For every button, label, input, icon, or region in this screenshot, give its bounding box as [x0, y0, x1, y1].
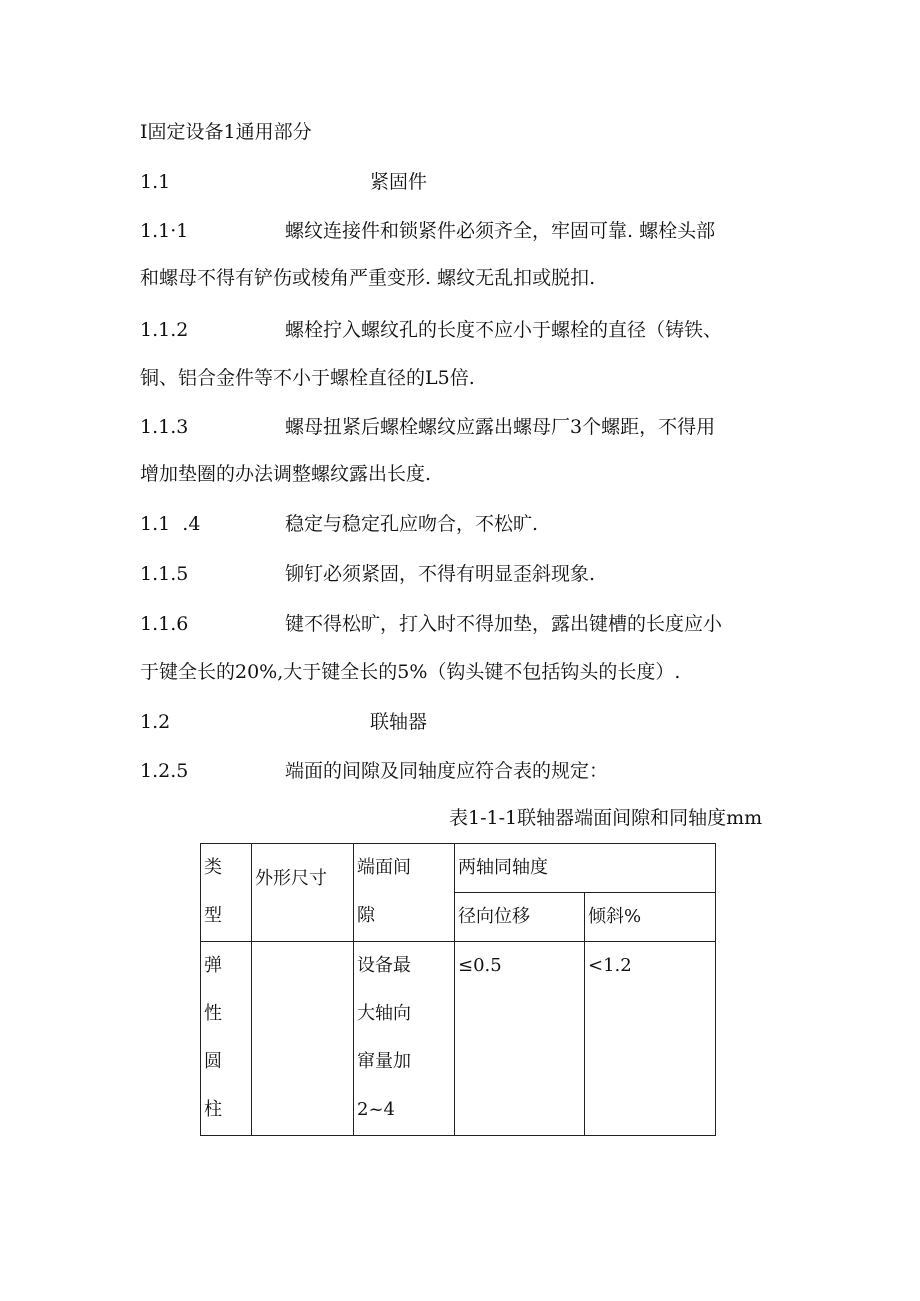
header-type-char: 类	[204, 857, 222, 878]
header-type-char: 型	[204, 905, 222, 926]
clause-text: 键不得松旷，打入时不得加垫，露出键槽的长度应小	[285, 613, 723, 635]
row-size	[252, 942, 354, 1136]
header-coaxial: 两轴同轴度	[455, 844, 716, 893]
header-radial: 径向位移	[455, 893, 585, 942]
row-gap-line: 大轴向	[357, 1003, 411, 1024]
document-heading: I固定设备1通用部分	[140, 121, 312, 143]
clause-text: 铆钉必须紧固，不得有明显歪斜现象.	[285, 563, 596, 585]
section-title: 联轴器	[370, 711, 428, 733]
row-tilt: <1.2	[585, 942, 716, 1136]
table-caption: 表1-1-1联轴器端面间隙和同轴度mm	[449, 807, 763, 829]
section-title: 紧固件	[370, 171, 428, 193]
clause-1-1-1-continued: 和螺母不得有铲伤或棱角严重变形. 螺纹无乱扣或脱扣.	[140, 267, 596, 289]
clause-text: 螺纹连接件和锁紧件必须齐全，牢固可靠. 螺栓头部	[285, 220, 716, 242]
header-gap-line: 端面间	[357, 857, 411, 878]
clause-number: 1.1.3	[140, 416, 189, 438]
header-gap	[354, 844, 455, 942]
header-tilt: 倾斜%	[585, 893, 716, 942]
clause-text: 稳定与稳定孔应吻合，不松旷.	[285, 513, 539, 535]
clause-number: 1.1 .4	[140, 513, 201, 535]
clause-1-1-6-continued: 于键全长的20%,大于键全长的5%（钩头键不包括钩头的长度）.	[140, 661, 681, 683]
section-number: 1.1	[140, 171, 171, 193]
row-type	[201, 942, 252, 1136]
clause-text: 螺母扭紧后螺栓螺纹应露出螺母厂3个螺距，不得用	[285, 416, 716, 438]
header-size: 外形尺寸	[252, 844, 354, 942]
row-radial: ≤0.5	[455, 942, 585, 1136]
clause-text: 端面的间隙及同轴度应符合表的规定：	[285, 760, 609, 782]
row-type-char: 圆	[204, 1051, 222, 1072]
clause-1-1-2-continued: 铜、铝合金件等不小于螺栓直径的L5倍.	[140, 367, 475, 389]
clause-number: 1.2.5	[140, 760, 189, 782]
clause-number: 1.1.6	[140, 613, 189, 635]
row-gap-line: 窜量加	[357, 1051, 411, 1072]
section-number: 1.2	[140, 711, 171, 733]
table-row	[201, 942, 716, 1136]
coupling-spec-table	[200, 843, 716, 1136]
row-type-char: 性	[204, 1003, 222, 1024]
clause-number: 1.1·1	[140, 220, 189, 242]
header-gap-line: 隙	[357, 905, 375, 926]
clause-number: 1.1.2	[140, 319, 189, 341]
clause-number: 1.1.5	[140, 563, 189, 585]
clause-text: 螺栓拧入螺纹孔的长度不应小于螺栓的直径（铸铁、	[285, 319, 723, 341]
row-gap	[354, 942, 455, 1136]
row-gap-line: 2~4	[357, 1099, 395, 1120]
clause-1-1-3-continued: 增加垫圈的办法调整螺纹露出长度.	[140, 463, 432, 485]
row-gap-line: 设备最	[357, 955, 411, 976]
row-type-char: 柱	[204, 1099, 222, 1120]
header-type	[201, 844, 252, 942]
row-type-char: 弹	[204, 955, 222, 976]
